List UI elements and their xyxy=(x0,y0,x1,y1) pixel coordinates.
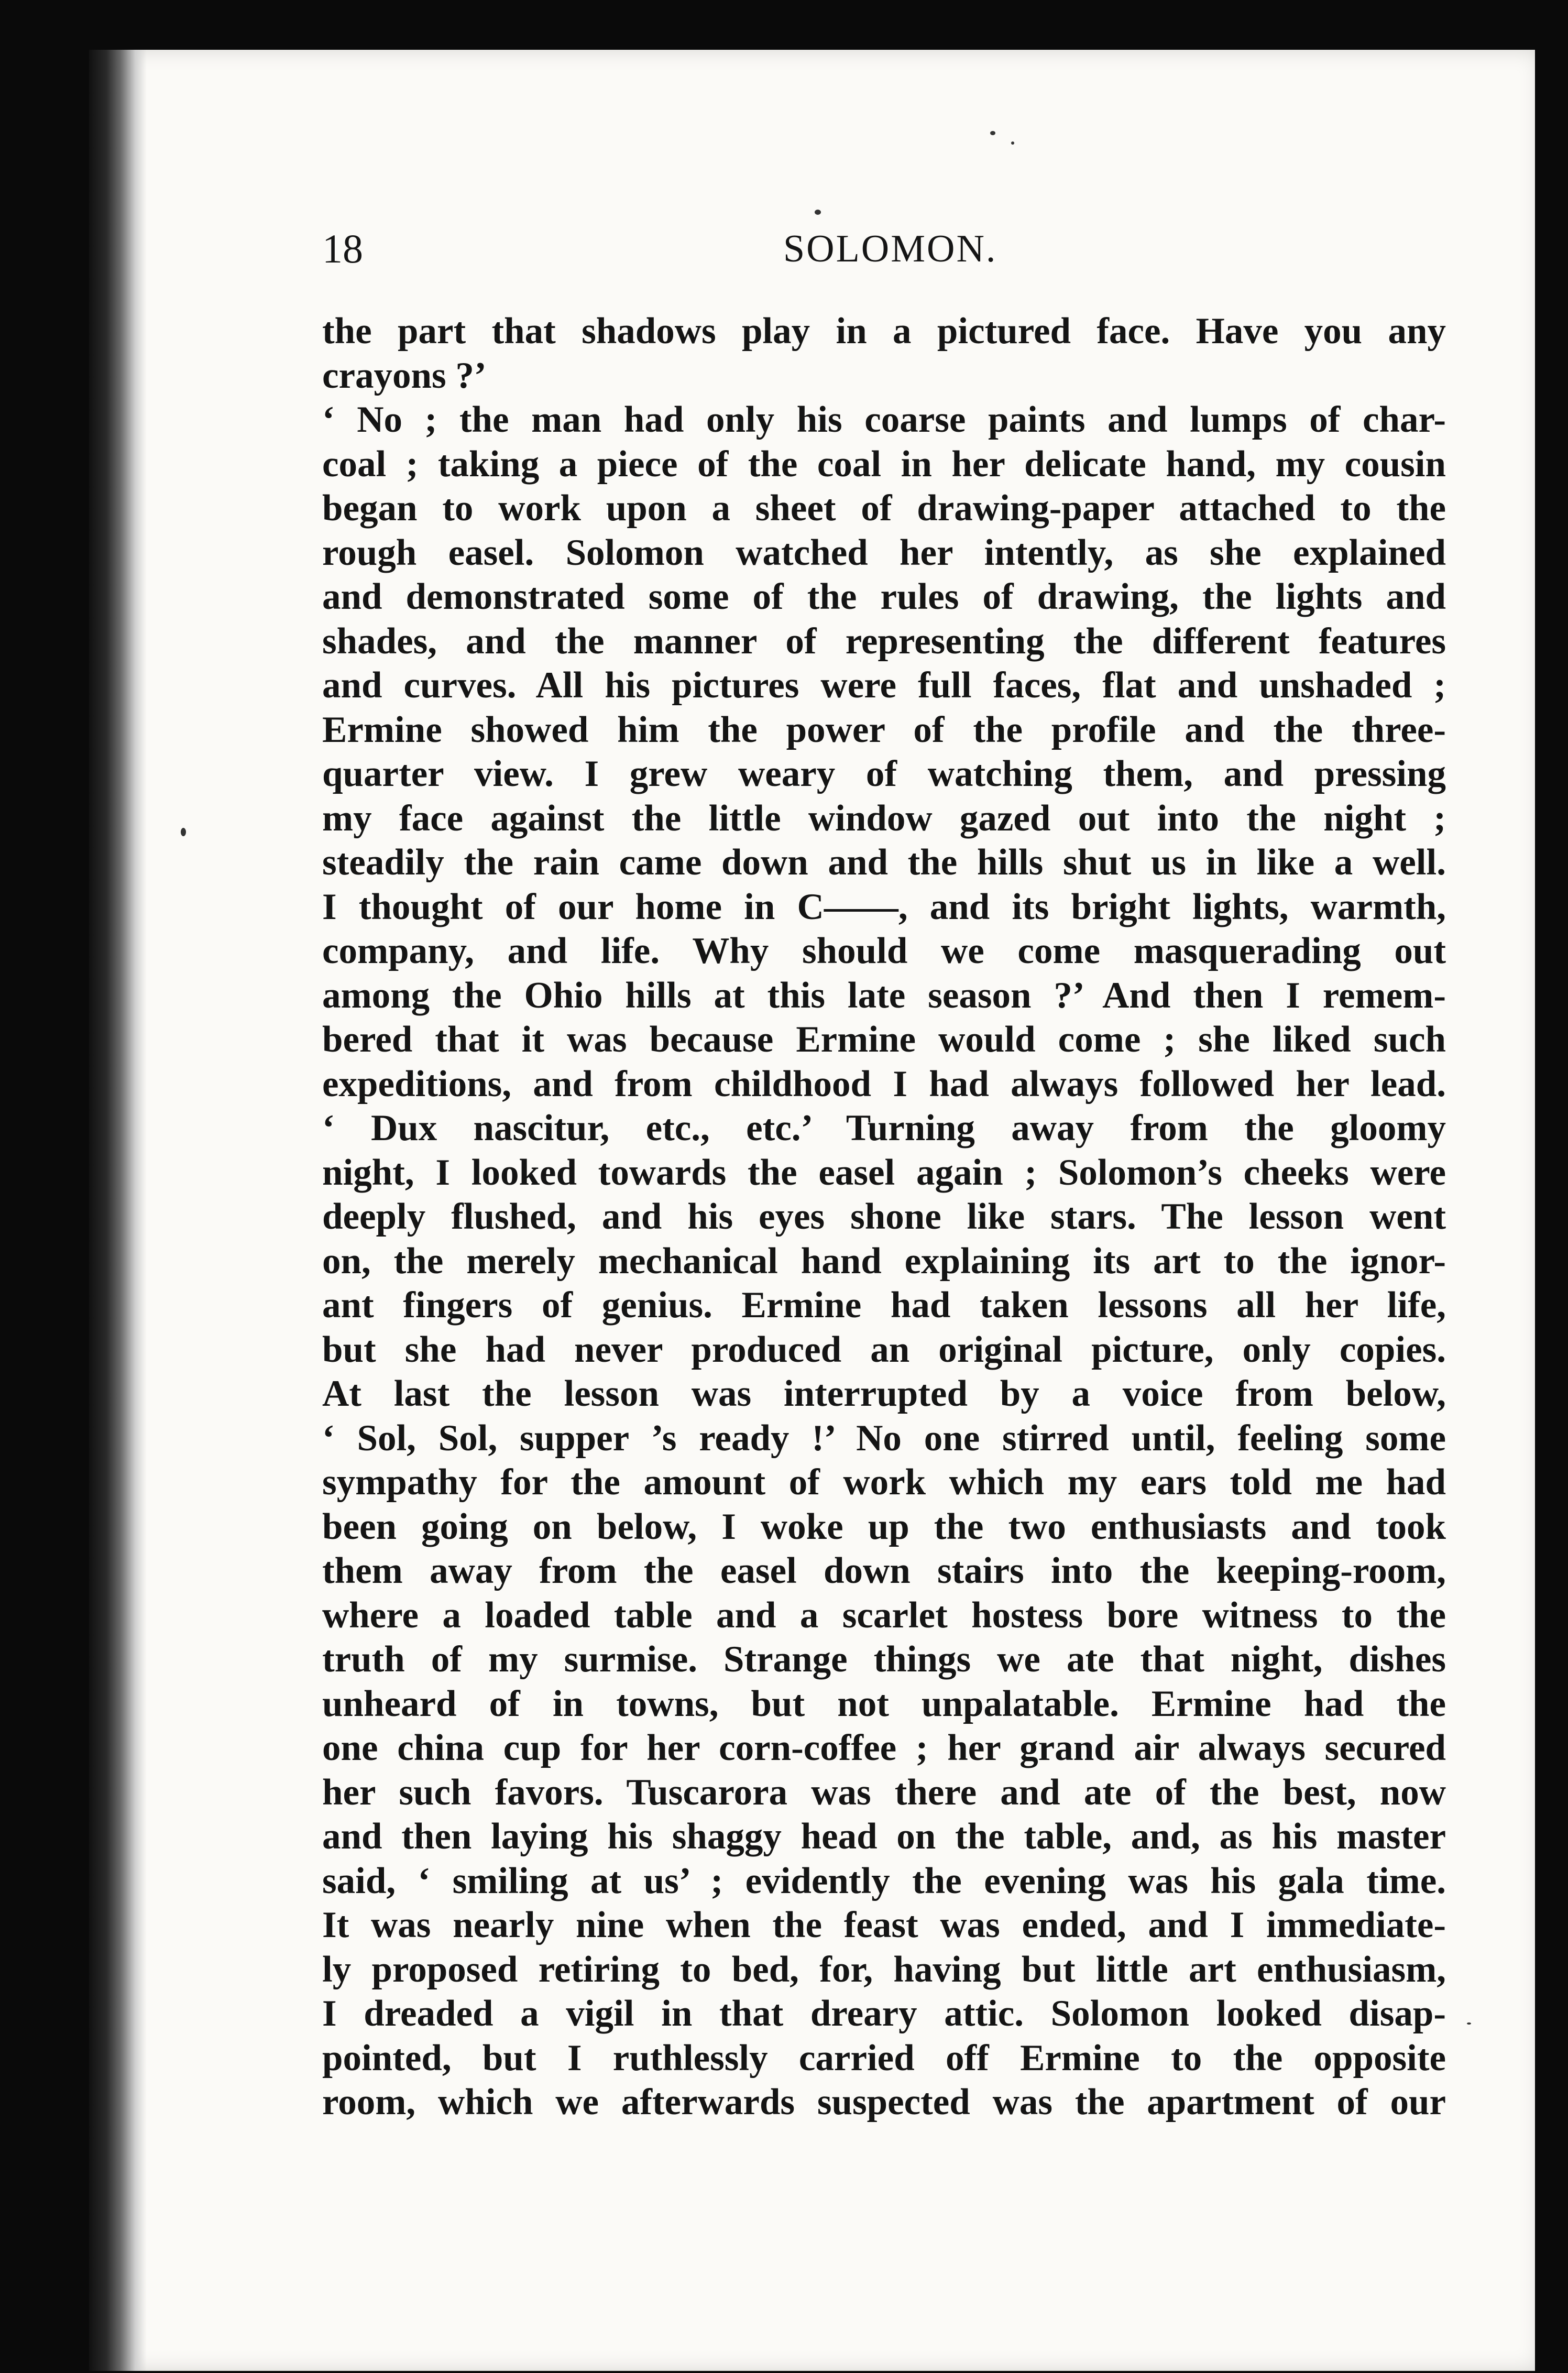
print-speck xyxy=(990,131,995,135)
text-line: the part that shadows play in a pictured face. Have you any xyxy=(322,311,1446,352)
text-line: said, ‘ smiling at us’ ; evidently the evening was his gala time. xyxy=(322,1860,1446,1901)
text-line: among the Ohio hills at this late season ?’ And then I remem- xyxy=(322,975,1446,1016)
text-line: steadily the rain came down and the hills shut us in like a well. xyxy=(322,842,1446,883)
print-speck xyxy=(1467,2022,1471,2025)
text-line: ant fingers of genius. Ermine had taken lessons all her life, xyxy=(322,1285,1446,1326)
text-line: on, the merely mechanical hand explaining its art to the ignor- xyxy=(322,1240,1446,1282)
text-line: them away from the easel down stairs into the keeping-room, xyxy=(322,1550,1446,1591)
text-line: rough easel. Solomon watched her intently, as she explained xyxy=(322,532,1446,573)
text-line: one china cup for her corn-coffee ; her grand air always secured xyxy=(322,1727,1446,1768)
text-line: quarter view. I grew weary of watching them, and pressing xyxy=(322,753,1446,794)
text-line: shades, and the manner of representing the different features xyxy=(322,620,1446,662)
text-line: At last the lesson was interrupted by a voice from below, xyxy=(322,1373,1446,1414)
print-speck xyxy=(1011,141,1014,145)
text-line: crayons ?’ xyxy=(322,355,487,396)
text-line: and curves. All his pictures were full faces, flat and unshaded ; xyxy=(322,665,1446,706)
page-number: 18 xyxy=(322,226,363,271)
text-line: sympathy for the amount of work which my ears told me had xyxy=(322,1462,1446,1503)
text-line: been going on below, I woke up the two enthusiasts and took xyxy=(322,1506,1446,1547)
text-line: expeditions, and from childhood I had always followed her lead. xyxy=(322,1063,1446,1105)
text-line: bered that it was because Ermine would come ; she liked such xyxy=(322,1019,1446,1060)
text-line: where a loaded table and a scarlet hostess bore witness to the xyxy=(322,1594,1446,1636)
text-line: deeply flushed, and his eyes shone like stars. The lesson went xyxy=(322,1196,1446,1237)
page-binding-edge xyxy=(89,50,147,2371)
print-speck xyxy=(815,210,821,215)
text-line: ‘ Sol, Sol, supper ’s ready !’ No one stirred until, feeling some xyxy=(322,1417,1446,1459)
text-line: pointed, but I ruthlessly carried off Ermine to the opposite xyxy=(322,2037,1446,2079)
text-line: and demonstrated some of the rules of drawing, the lights and xyxy=(322,576,1446,617)
text-line: company, and life. Why should we come masquerading out xyxy=(322,931,1446,971)
text-line: and then laying his shaggy head on the table, and, as his master xyxy=(322,1816,1446,1857)
text-line: room, which we afterwards suspected was the apartment of our xyxy=(322,2082,1446,2123)
text-line: night, I looked towards the easel again ; Solomon’s cheeks were xyxy=(322,1152,1446,1193)
running-title: SOLOMON. xyxy=(783,227,997,270)
text-line: ‘ No ; the man had only his coarse paints and lumps of char- xyxy=(322,399,1446,440)
text-line: It was nearly nine when the feast was ended, and I immediate- xyxy=(322,1905,1446,1945)
page-right-edge xyxy=(1535,50,1568,2371)
text-line: coal ; taking a piece of the coal in her delicate hand, my cousin xyxy=(322,443,1446,485)
text-line: Ermine showed him the power of the profile and the three- xyxy=(322,709,1446,750)
body-text xyxy=(322,309,1446,2125)
text-line: truth of my surmise. Strange things we ate that night, dishes xyxy=(322,1639,1446,1680)
text-line: but she had never produced an original picture, only copies. xyxy=(322,1329,1446,1370)
text-line: ly proposed retiring to bed, for, having but little art enthusiasm, xyxy=(322,1949,1446,1990)
print-speck xyxy=(181,828,186,836)
text-line: I dreaded a vigil in that dreary attic. Solomon looked disap- xyxy=(322,1993,1446,2034)
running-head xyxy=(322,220,1443,278)
text-line: I thought of our home in C——, and its bright lights, warmth, xyxy=(322,886,1446,927)
text-line: ‘ Dux nascitur, etc., etc.’ Turning away from the gloomy xyxy=(322,1108,1446,1149)
text-line: her such favors. Tuscarora was there and ate of the best, now xyxy=(322,1771,1446,1813)
text-line: my face against the little window gazed out into the night ; xyxy=(322,797,1446,839)
text-line: unheard of in towns, but not unpalatable. Ermine had the xyxy=(322,1683,1446,1724)
text-line: began to work upon a sheet of drawing-paper attached to the xyxy=(322,488,1446,529)
